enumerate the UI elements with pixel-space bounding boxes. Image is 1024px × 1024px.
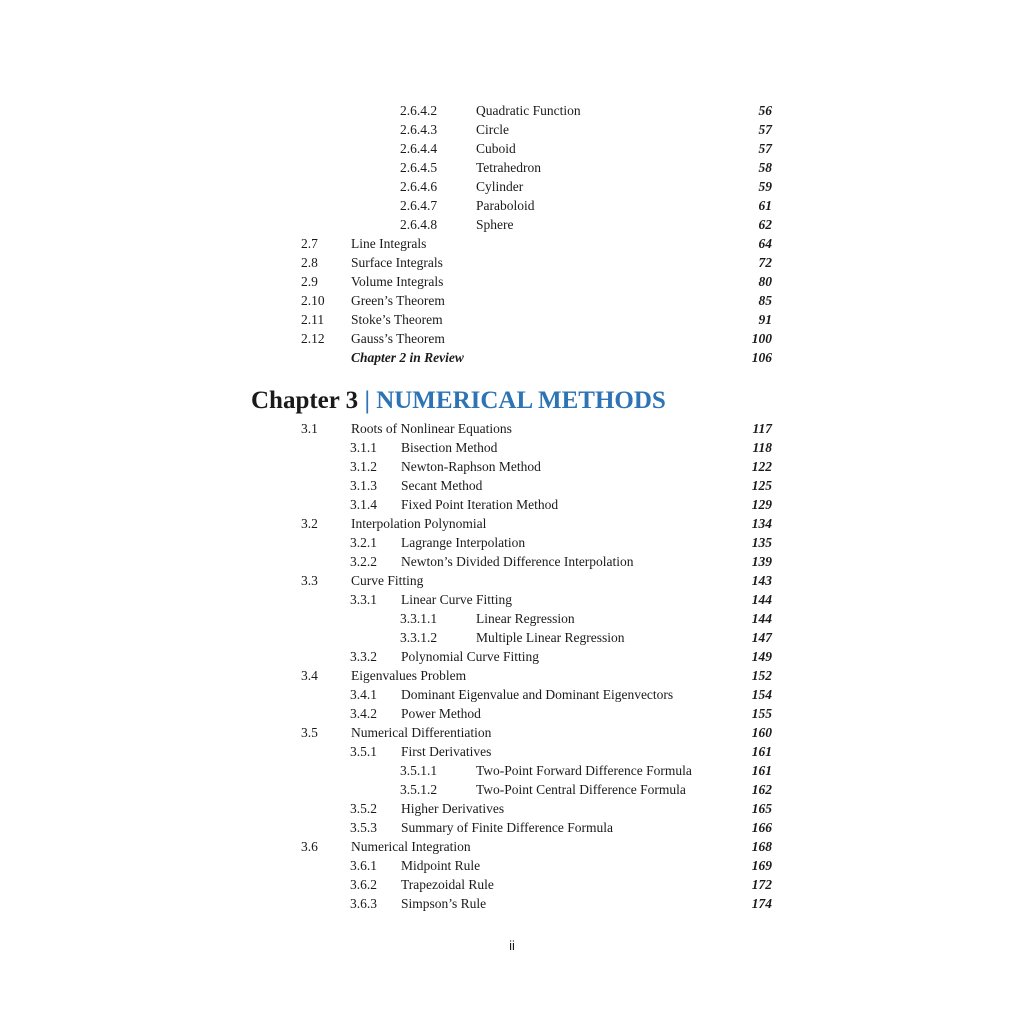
toc-entry [0,856,1024,875]
toc-entry-page-number: 61 [758,198,772,213]
toc-entry-title: Sphere [476,217,514,232]
toc-entry-page-number: 85 [758,293,772,308]
chapter-separator: | [364,387,370,414]
toc-entry [0,780,1024,799]
toc-entry-page-number: 56 [758,103,772,118]
toc-entry-title: Power Method [401,706,481,721]
toc-entry-title: Surface Integrals [351,255,443,270]
toc-entry-number: 2.6.4.3 [400,122,438,137]
toc-entry-page-number: 125 [751,478,772,493]
toc-entry-title: Lagrange Interpolation [401,535,526,550]
toc-entry [0,533,1024,552]
toc-entry [0,742,1024,761]
toc-entry [0,329,1024,348]
toc-entry-title: Green’s Theorem [351,293,445,308]
toc-entry [0,438,1024,457]
chapter-label: Chapter 3 [251,387,359,414]
toc-entry-title: Volume Integrals [351,274,444,289]
toc-entry-title: Dominant Eigenvalue and Dominant Eigenvectors [401,687,674,702]
toc-entry-page-number: 62 [758,217,772,232]
toc-entry-number: 3.1.1 [350,440,377,455]
toc-entry [0,476,1024,495]
toc-entry-title: Line Integrals [351,236,427,251]
toc-entry-title: Paraboloid [476,198,535,213]
toc-entry-number: 2.12 [301,331,325,346]
toc-entry [0,647,1024,666]
toc-entry-title: Secant Method [401,478,483,493]
toc-entry-page-number: 143 [751,573,772,588]
toc-entry-page-number: 165 [751,801,772,816]
toc-entry-title: Gauss’s Theorem [351,331,445,346]
toc-entry-number: 3.3.2 [350,649,377,664]
toc-entry-number: 3.3 [301,573,318,588]
toc-entry-page-number: 58 [758,160,772,175]
toc-entry [0,495,1024,514]
toc-entry-page-number: 57 [758,122,772,137]
toc-entry [0,177,1024,196]
toc-entry-page-number: 139 [751,554,772,569]
toc-entry-page-number: 154 [751,687,772,702]
toc-entry-number: 3.6.1 [350,858,377,873]
toc-entry-title: Numerical Integration [351,839,471,854]
toc-entry-number: 2.6.4.5 [400,160,438,175]
toc-entry [0,837,1024,856]
toc-entry [0,120,1024,139]
toc-entry [0,215,1024,234]
toc-entry-title: Two-Point Central Difference Formula [476,782,686,797]
toc-entry-number: 3.6.3 [350,896,377,911]
toc-entry-number: 2.11 [301,312,325,327]
toc-entry-number: 3.6 [301,839,318,854]
toc-entry-page-number: 162 [751,782,772,797]
toc-entry-number: 3.1 [301,421,318,436]
toc-entry-number: 2.9 [301,274,318,289]
chapter-name: NUMERICAL METHODS [376,387,666,414]
toc-entry [0,875,1024,894]
toc-entry-title: Two-Point Forward Difference Formula [476,763,692,778]
toc-entry-number: 2.6.4.8 [400,217,438,232]
toc-entry [0,761,1024,780]
chapter-heading [251,386,666,416]
toc-entry-page-number: 80 [758,274,772,289]
toc-entry-page-number: 91 [758,312,772,327]
toc-entry-number: 2.7 [301,236,318,251]
toc-entry-page-number: 172 [751,877,772,892]
toc-entry [0,894,1024,913]
toc-entry-page-number: 64 [758,236,772,251]
toc-entry [0,253,1024,272]
toc-entry [0,101,1024,120]
toc-entry-number: 3.5.1 [350,744,377,759]
toc-entry-page-number: 129 [751,497,772,512]
chapter-review-title: Chapter 2 in Review [351,350,464,365]
toc-entry [0,628,1024,647]
toc-entry-title: Summary of Finite Difference Formula [401,820,613,835]
toc-entry [0,590,1024,609]
toc-entry-page-number: 152 [751,668,772,683]
toc-entry-title: Curve Fitting [351,573,424,588]
toc-entry-number: 3.2.2 [350,554,377,569]
toc-entry [0,818,1024,837]
toc-entry-number: 3.5.1.2 [400,782,438,797]
toc-entry-title: Fixed Point Iteration Method [401,497,559,512]
toc-entry-page-number: 168 [751,839,772,854]
toc-entry-page-number: 72 [758,255,772,270]
toc-entry-title: Newton’s Divided Difference Interpolation [401,554,634,569]
toc-entry-number: 3.4 [301,668,318,683]
toc-entry-page-number: 161 [751,763,772,778]
toc-entry-title: Midpoint Rule [401,858,481,873]
toc-entry-number: 3.5.2 [350,801,377,816]
toc-entry-page-number: 160 [751,725,772,740]
toc-entry-title: Newton-Raphson Method [401,459,541,474]
toc-entry-title: Linear Curve Fitting [401,592,512,607]
toc-entry-title: Higher Derivatives [401,801,505,816]
toc-entry [0,552,1024,571]
toc-entry-page-number: 100 [751,331,772,346]
toc-entry [0,457,1024,476]
toc-entry [0,234,1024,253]
toc-entry [0,571,1024,590]
toc-entry-number: 3.2 [301,516,318,531]
toc-entry-number: 3.1.4 [350,497,377,512]
toc-entry-title: First Derivatives [401,744,492,759]
toc-entry-number: 2.6.4.6 [400,179,438,194]
toc-entry-number: 3.1.3 [350,478,377,493]
toc-entry-page-number: 174 [751,896,772,911]
toc-entry-page-number: 155 [751,706,772,721]
toc-entry [0,514,1024,533]
toc-entry-number: 2.8 [301,255,318,270]
toc-entry-number: 2.10 [301,293,325,308]
page-number: ii [509,938,515,953]
toc-entry-title: Bisection Method [401,440,498,455]
toc-entry-page-number: 169 [751,858,772,873]
toc-entry-page-number: 106 [751,350,772,365]
toc-entry-page-number: 122 [751,459,772,474]
toc-entry-title: Interpolation Polynomial [351,516,487,531]
toc-entry-title: Simpson’s Rule [401,896,487,911]
toc-entry-title: Cylinder [476,179,524,194]
toc-entry-number: 3.2.1 [350,535,377,550]
toc-entry-page-number: 144 [751,611,772,626]
toc-entry-page-number: 134 [751,516,772,531]
toc-entry-page-number: 118 [752,440,772,455]
toc-entry-page-number: 57 [758,141,772,156]
toc-entry [0,704,1024,723]
toc-entry-title: Roots of Nonlinear Equations [351,421,512,436]
toc-entry [0,272,1024,291]
toc-entry [0,348,1024,367]
toc-entry-page-number: 149 [751,649,772,664]
toc-entry-number: 3.3.1 [350,592,377,607]
toc-entry [0,158,1024,177]
toc-entry-page-number: 59 [758,179,772,194]
toc-entry [0,723,1024,742]
toc-entry-number: 2.6.4.7 [400,198,438,213]
toc-entry-number: 2.6.4.4 [400,141,438,156]
toc-entry [0,139,1024,158]
toc-entry-title: Polynomial Curve Fitting [401,649,540,664]
toc-entry [0,666,1024,685]
toc-entry [0,310,1024,329]
toc-entry-title: Cuboid [476,141,516,156]
toc-entry-number: 2.6.4.2 [400,103,438,118]
toc-entry-number: 3.1.2 [350,459,377,474]
toc-entry [0,685,1024,704]
toc-entry-number: 3.3.1.2 [400,630,438,645]
toc-entry-number: 3.6.2 [350,877,377,892]
toc-entry-page-number: 144 [751,592,772,607]
toc-entry-title: Tetrahedron [476,160,542,175]
toc-entry-title: Eigenvalues Problem [351,668,467,683]
toc-entry-title: Stoke’s Theorem [351,312,443,327]
toc-entry-title: Numerical Differentiation [351,725,492,740]
toc-entry-title: Circle [476,122,509,137]
toc-entry [0,799,1024,818]
toc-entry-number: 3.5.1.1 [400,763,438,778]
toc-entry-number: 3.4.1 [350,687,377,702]
toc-entry-page-number: 147 [751,630,772,645]
toc-entry-number: 3.5 [301,725,318,740]
toc-entry-page-number: 117 [752,421,772,436]
toc-entry-number: 3.3.1.1 [400,611,438,626]
toc-entry [0,196,1024,215]
toc-entry-title: Linear Regression [476,611,575,626]
toc-entry-number: 3.4.2 [350,706,377,721]
toc-entry-page-number: 166 [751,820,772,835]
toc-entry-number: 3.5.3 [350,820,377,835]
toc-entry-title: Quadratic Function [476,103,581,118]
toc-entry-title: Trapezoidal Rule [401,877,494,892]
toc-entry [0,419,1024,438]
toc-entry-page-number: 161 [751,744,772,759]
toc-entry [0,291,1024,310]
toc-entry-page-number: 135 [751,535,772,550]
toc-entry-title: Multiple Linear Regression [476,630,625,645]
toc-entry [0,609,1024,628]
